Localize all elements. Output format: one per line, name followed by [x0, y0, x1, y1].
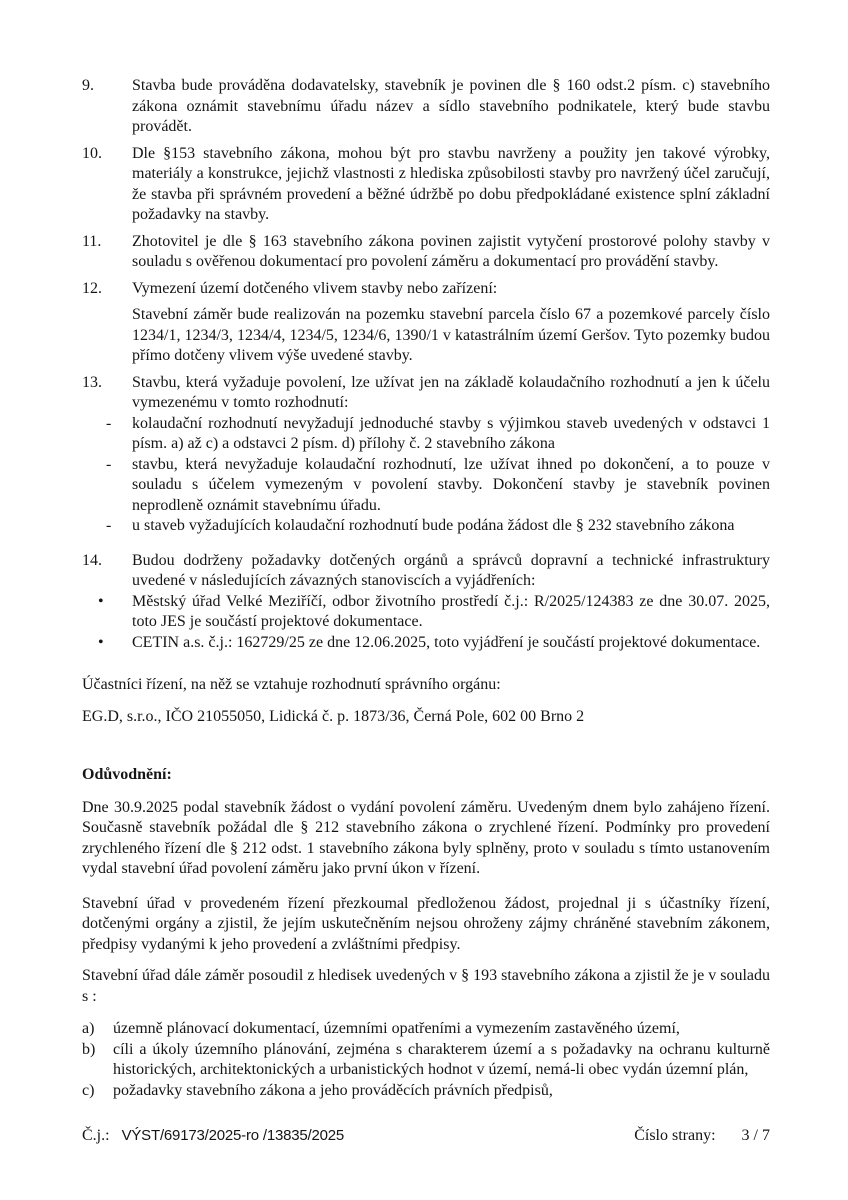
dash-list-item [82, 516, 770, 537]
item-number: 13. [82, 373, 102, 391]
item-sub-paragraph: Stavební záměr bude realizován na pozemku stavební parcela číslo 67 a pozemkové parcely číslo 1234/1, 1234/3, 1234/4, 1234/5, 1234/6, 1390/1 v katastrálním území Geršov. Tyto pozemky budou přímo dotčeny vlivem výše uvedené stavby. [132, 306, 770, 364]
reference-number-value: VÝST/69173/2025-ro /13835/2025 [121, 1127, 345, 1144]
item-number: 12. [82, 279, 102, 297]
bullet-list-item [82, 633, 770, 654]
letter-item-b [82, 1040, 770, 1081]
numbered-item-14 [82, 551, 770, 592]
dash-list-item [82, 414, 770, 455]
item-text: Vymezení území dotčeného vlivem stavby nebo zařízení: [132, 279, 498, 297]
participants-heading: Účastníci řízení, na něž se vztahuje rozhodnutí správního orgánu: [82, 676, 501, 693]
letter-item-text: cíli a úkoly územního plánování, zejména s charakterem území a s požadavky na ochranu kulturně historických, architektonických a urbanistických hodnot v území, nemá-li obec vydán územní plán, [113, 1040, 770, 1078]
dash-item-text: stavbu, která nevyžaduje kolaudační rozhodnutí, lze užívat ihned po dokončení, a to pouze v souladu s účelem vymezeným v povolení stavby. Dokončení stavby je stavebník povinen neprodleně oznámit stavebnímu úřadu. [132, 455, 770, 514]
numbered-item-11 [82, 232, 770, 273]
numbered-item-9 [82, 76, 770, 138]
page-footer [82, 1126, 770, 1147]
page-number-value: 3 / 7 [741, 1127, 770, 1144]
dash-list-item [82, 455, 770, 517]
reasoning-heading: Odůvodnění: [82, 766, 172, 783]
letter-item-text: územně plánovací dokumentací, územními opatřeními a vymezením zastavěného území, [113, 1020, 680, 1037]
page-number-label: Číslo strany: [634, 1127, 716, 1144]
numbered-item-10 [82, 144, 770, 226]
bullet-list-item [82, 592, 770, 633]
item-text: Budou dodrženy požadavky dotčených orgánů a správců dopravní a technické infrastruktury uvedené v následujících závazných stanoviscích a vyjádřeních: [132, 551, 770, 589]
dash-item-text: u staveb vyžadujících kolaudační rozhodnutí bude podána žádost dle § 232 stavebního zákona [132, 517, 735, 534]
item-text: Stavbu, která vyžaduje povolení, lze užívat jen na základě kolaudačního rozhodnutí a jen k účelu vymezenému v tomto rozhodnutí: [132, 373, 770, 411]
numbered-item-13 [82, 373, 770, 414]
letter-item-a [82, 1019, 770, 1040]
bullet-item-text: CETIN a.s. č.j.: 162729/25 ze dne 12.06.2025, toto vyjádření je součástí projektové dokumentace. [132, 633, 761, 651]
numbered-item-12 [82, 279, 770, 367]
item-text: Dle §153 stavebního zákona, mohou být pro stavbu navrženy a použity jen takové výrobky, materiály a konstrukce, jejichž vlastnosti z hlediska způsobilosti stavby pro navržený účel zaručují, že stavba při správném provedení a běžné údržbě po dobu předpokládané existence splní základní požadavky na stavby. [132, 144, 770, 223]
bullet-marker: • [98, 633, 104, 651]
item-number: 14. [82, 551, 102, 569]
reasoning-paragraph: Stavební úřad dále záměr posoudil z hledisek uvedených v § 193 stavebního zákona a zjistil že je v souladu s : [82, 967, 770, 1005]
document-body [82, 76, 770, 1101]
dash-marker: - [106, 455, 112, 473]
letter-list [82, 1019, 770, 1101]
letter-marker: b) [82, 1040, 96, 1058]
reasoning-paragraph: Dne 30.9.2025 podal stavebník žádost o vydání povolení záměru. Uvedeným dnem bylo zahájeno řízení. Současně stavebník požádal dle § 212 stavebního zákona o zrychlené řízení. Podmínky pro provedení zrychleného řízení dle § 212 odst. 1 stavebního zákona byly splněny, proto v souladu s tímto ustanovením vydal stavební úřad povolení záměru jako první úkon v řízení. [82, 798, 770, 877]
letter-item-c [82, 1081, 770, 1102]
letter-marker: a) [82, 1020, 95, 1037]
bullet-item-text: Městský úřad Velké Meziříčí, odbor životního prostředí č.j.: R/2025/124383 ze dne 30.07. 2025, toto JES je součástí projektové dokumentace. [132, 592, 770, 630]
footer-reference-number [82, 1126, 344, 1147]
footer-page-number [634, 1126, 770, 1147]
bullet-marker: • [98, 592, 104, 610]
participants-line: EG.D, s.r.o., IČO 21055050, Lidická č. p. 1873/36, Černá Pole, 602 00 Brno 2 [82, 707, 585, 725]
item-number: 11. [82, 232, 102, 250]
item-number: 10. [82, 144, 102, 162]
letter-item-text: požadavky stavebního zákona a jeho prováděcích právních předpisů, [113, 1081, 553, 1099]
item-number: 9. [82, 77, 94, 94]
reference-number-label: Č.j.: [82, 1127, 110, 1144]
reasoning-paragraph: Stavební úřad v provedeném řízení přezkoumal předloženou žádost, projednal ji s účastníky řízení, dotčenými orgány a zjistil, že jejím uskutečněním nejsou ohroženy zájmy chráněné stavebním zákonem, předpisy vydanými k jeho provedení a zvláštními předpisy. [82, 894, 770, 953]
dash-item-text: kolaudační rozhodnutí nevyžadují jednoduché stavby s výjimkou staveb uvedených v odstavci 1 písm. a) až c) a odstavci 2 písm. d) přílohy č. 2 stavebního zákona [132, 414, 770, 452]
item-text: Zhotovitel je dle § 163 stavebního zákona povinen zajistit vytyčení prostorové polohy stavby v souladu s ověřenou dokumentací pro povolení záměru a dokumentací pro provádění stavby. [132, 232, 770, 270]
dash-marker: - [106, 414, 112, 432]
item-text: Stavba bude prováděna dodavatelsky, stavebník je povinen dle § 160 odst.2 písm. c) stavebního zákona oznámit stavebnímu úřadu název a sídlo stavebního podnikatele, který bude stavbu provádět. [132, 77, 770, 135]
dash-marker: - [106, 517, 112, 534]
letter-marker: c) [82, 1081, 95, 1099]
